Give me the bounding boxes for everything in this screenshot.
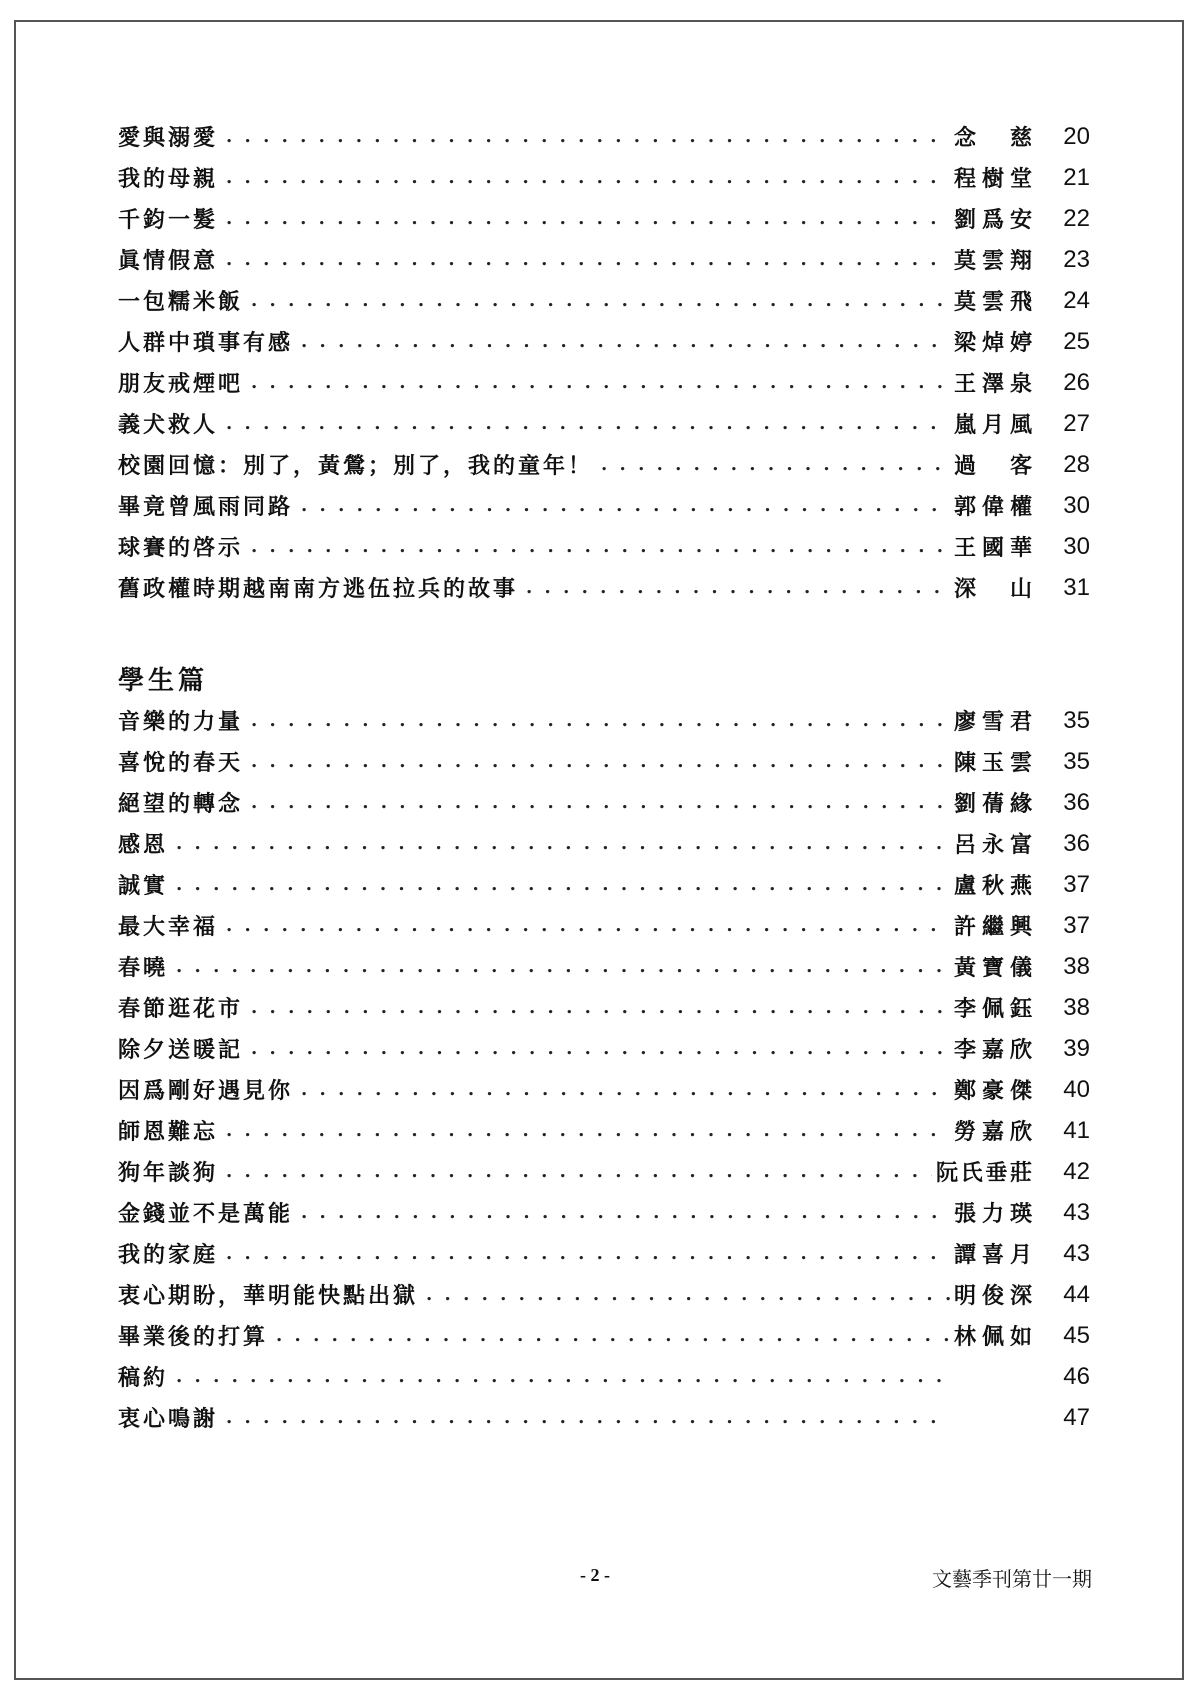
toc-leader-dots — [526, 577, 950, 599]
toc-entry-title: 感恩 — [118, 828, 176, 859]
toc-entry-page: 30 — [1063, 532, 1090, 560]
toc-entry-author: 黃寶儀 — [954, 955, 1032, 981]
toc-section-general — [118, 116, 1090, 608]
toc-leader-dots — [301, 495, 950, 517]
toc-entry-title: 義犬救人 — [118, 408, 226, 439]
toc-entry[interactable] — [118, 823, 1090, 864]
toc-entry[interactable] — [118, 864, 1090, 905]
toc-entry-page: 43 — [1063, 1239, 1090, 1267]
toc-entry-page: 38 — [1063, 993, 1090, 1021]
toc-entry-author: 郭偉權 — [954, 494, 1032, 520]
toc-entry-page: 38 — [1063, 952, 1090, 980]
toc-entry[interactable] — [118, 1397, 1090, 1438]
toc-entry-page: 23 — [1063, 245, 1090, 273]
toc-leader-dots — [301, 1079, 950, 1101]
toc-entry[interactable] — [118, 700, 1090, 741]
toc-entry-author: 程樹堂 — [954, 166, 1032, 192]
toc-entry-title: 畢竟曾風雨同路 — [118, 490, 301, 521]
toc-entry[interactable] — [118, 362, 1090, 403]
toc-entry-title: 稿約 — [118, 1361, 176, 1392]
toc-entry-page: 20 — [1063, 122, 1090, 150]
toc-entry[interactable] — [118, 987, 1090, 1028]
toc-entry-author: 劉爲安 — [954, 207, 1032, 233]
toc-leader-dots — [251, 997, 950, 1019]
toc-entry-page: 27 — [1063, 409, 1090, 437]
toc-entry-page: 26 — [1063, 368, 1090, 396]
toc-entry-author: 廖雪君 — [954, 709, 1032, 735]
toc-entry-title: 球賽的啓示 — [118, 531, 251, 562]
toc-leader-dots — [301, 1202, 950, 1224]
toc-leader-dots — [226, 1120, 950, 1142]
toc-entry[interactable] — [118, 1069, 1090, 1110]
toc-entry-page: 22 — [1063, 204, 1090, 232]
toc-entry-title: 春曉 — [118, 951, 176, 982]
toc-entry-page: 37 — [1063, 870, 1090, 898]
toc-entry[interactable] — [118, 280, 1090, 321]
toc-leader-dots — [226, 249, 950, 271]
toc-entry-page: 47 — [1063, 1403, 1090, 1431]
toc-entry[interactable] — [118, 1315, 1090, 1356]
toc-leader-dots — [251, 290, 950, 312]
toc-leader-dots — [251, 1038, 950, 1060]
toc-entry-page: 21 — [1063, 163, 1090, 191]
toc-entry-author: 莫雲飛 — [954, 289, 1032, 315]
toc-entry[interactable] — [118, 782, 1090, 823]
toc-entry-page: 37 — [1063, 911, 1090, 939]
toc-leader-dots — [226, 1161, 932, 1183]
toc-entry-author: 王澤泉 — [954, 371, 1032, 397]
toc-entry-title: 音樂的力量 — [118, 705, 251, 736]
toc-leader-dots — [251, 751, 950, 773]
toc-leader-dots — [226, 208, 950, 230]
toc-entry[interactable] — [118, 444, 1090, 485]
toc-entry-page: 36 — [1063, 829, 1090, 857]
toc-entry-page: 25 — [1063, 327, 1090, 355]
toc-leader-dots — [226, 1407, 950, 1429]
toc-entry[interactable] — [118, 1151, 1090, 1192]
toc-entry-title: 舊政權時期越南南方逃伍拉兵的故事 — [118, 572, 526, 603]
toc-entry[interactable] — [118, 239, 1090, 280]
toc-entry[interactable] — [118, 905, 1090, 946]
toc-entry-page: 24 — [1063, 286, 1090, 314]
toc-entry-title: 絕望的轉念 — [118, 787, 251, 818]
toc-entry-title: 千鈞一髮 — [118, 203, 226, 234]
toc-entry-page: 30 — [1063, 491, 1090, 519]
toc-entry-author: 王國華 — [954, 535, 1032, 561]
toc-entry-author: 阮氏垂莊 — [936, 1160, 1032, 1186]
toc-entry-author: 梁焯婷 — [954, 330, 1032, 356]
toc-entry-title: 金錢並不是萬能 — [118, 1197, 301, 1228]
section-heading-students: 學生篇 — [118, 666, 209, 696]
toc-leader-dots — [176, 874, 950, 896]
toc-entry-page: 31 — [1063, 573, 1090, 601]
toc-entry-page: 39 — [1063, 1034, 1090, 1062]
toc-entry-page: 46 — [1063, 1362, 1090, 1390]
toc-entry[interactable] — [118, 1192, 1090, 1233]
toc-entry-title: 一包糯米飯 — [118, 285, 251, 316]
toc-entry-title: 最大幸福 — [118, 910, 226, 941]
toc-entry-author: 莫雲翔 — [954, 248, 1032, 274]
toc-entry-author: 劉蒨緣 — [954, 791, 1032, 817]
toc-entry-page: 41 — [1063, 1116, 1090, 1144]
toc-leader-dots — [601, 454, 950, 476]
toc-leader-dots — [276, 1325, 950, 1347]
toc-entry-title: 我的家庭 — [118, 1238, 226, 1269]
toc-entry-title: 喜悅的春天 — [118, 746, 251, 777]
toc-entry-title: 校園回憶：別了，黃鶯；別了，我的童年！ — [118, 449, 601, 480]
toc-leader-dots — [226, 1243, 950, 1265]
toc-entry-author: 林佩如 — [954, 1324, 1032, 1350]
toc-entry[interactable] — [118, 1233, 1090, 1274]
toc-entry-page: 44 — [1063, 1280, 1090, 1308]
toc-entry-title: 眞情假意 — [118, 244, 226, 275]
toc-entry-page: 28 — [1063, 450, 1090, 478]
toc-entry-author: 盧秋燕 — [954, 873, 1032, 899]
toc-entry[interactable] — [118, 321, 1090, 362]
toc-entry[interactable] — [118, 198, 1090, 239]
toc-entry[interactable] — [118, 403, 1090, 444]
toc-leader-dots — [251, 792, 950, 814]
toc-entry-author: 深 山 — [954, 576, 1032, 602]
toc-leader-dots — [251, 372, 950, 394]
toc-entry-author: 嵐月風 — [954, 412, 1032, 438]
toc-entry-title: 朋友戒煙吧 — [118, 367, 251, 398]
toc-entry[interactable] — [118, 1356, 1090, 1397]
footer-publication-title: 文藝季刊第廿一期 — [932, 1569, 1092, 1591]
toc-entry-page: 43 — [1063, 1198, 1090, 1226]
toc-entry-title: 畢業後的打算 — [118, 1320, 276, 1351]
toc-entry-title: 因爲剛好遇見你 — [118, 1074, 301, 1105]
toc-entry[interactable] — [118, 567, 1090, 608]
toc-entry[interactable] — [118, 1028, 1090, 1069]
toc-entry-title: 人群中瑣事有感 — [118, 326, 301, 357]
toc-entry-author: 勞嘉欣 — [954, 1119, 1032, 1145]
toc-leader-dots — [226, 126, 950, 148]
toc-leader-dots — [301, 331, 950, 353]
toc-entry-title: 狗年談狗 — [118, 1156, 226, 1187]
footer-page-number: - 2 - — [580, 1565, 610, 1585]
toc-entry-page: 36 — [1063, 788, 1090, 816]
toc-entry[interactable] — [118, 741, 1090, 782]
toc-entry-title: 我的母親 — [118, 162, 226, 193]
toc-leader-dots — [176, 833, 950, 855]
toc-leader-dots — [251, 536, 950, 558]
toc-leader-dots — [251, 710, 950, 732]
toc-entry-title: 衷心期盼，華明能快點出獄 — [118, 1279, 426, 1310]
toc-entry-author: 明俊深 — [954, 1283, 1032, 1309]
toc-leader-dots — [226, 915, 950, 937]
toc-entry-page: 40 — [1063, 1075, 1090, 1103]
toc-entry-author: 李佩鈺 — [954, 996, 1032, 1022]
toc-entry[interactable] — [118, 526, 1090, 567]
toc-entry[interactable] — [118, 1110, 1090, 1151]
toc-entry-title: 除夕送暖記 — [118, 1033, 251, 1064]
toc-leader-dots — [226, 167, 950, 189]
toc-entry-title: 春節逛花市 — [118, 992, 251, 1023]
toc-entry-title: 師恩難忘 — [118, 1115, 226, 1146]
toc-entry-author: 譚喜月 — [954, 1242, 1032, 1268]
toc-section-students — [118, 700, 1090, 1438]
toc-entry-author: 李嘉欣 — [954, 1037, 1032, 1063]
toc-entry-author: 過 客 — [954, 453, 1032, 479]
toc-entry[interactable] — [118, 157, 1090, 198]
toc-entry-author: 陳玉雲 — [954, 750, 1032, 776]
toc-entry-author: 許繼興 — [954, 914, 1032, 940]
toc-entry-page: 35 — [1063, 747, 1090, 775]
toc-entry[interactable] — [118, 485, 1090, 526]
toc-entry[interactable] — [118, 1274, 1090, 1315]
toc-leader-dots — [176, 1366, 950, 1388]
toc-entry[interactable] — [118, 116, 1090, 157]
toc-entry-title: 衷心鳴謝 — [118, 1402, 226, 1433]
toc-entry-author: 張力瑛 — [954, 1201, 1032, 1227]
toc-entry-page: 42 — [1063, 1157, 1090, 1185]
toc-entry-author: 鄭豪傑 — [954, 1078, 1032, 1104]
toc-entry[interactable] — [118, 946, 1090, 987]
toc-leader-dots — [426, 1284, 950, 1306]
toc-entry-author: 呂永富 — [954, 832, 1032, 858]
toc-entry-page: 45 — [1063, 1321, 1090, 1349]
toc-entry-title: 誠實 — [118, 869, 176, 900]
toc-entry-title: 愛與溺愛 — [118, 121, 226, 152]
toc-leader-dots — [226, 413, 950, 435]
toc-entry-author: 念 慈 — [954, 125, 1032, 151]
toc-leader-dots — [176, 956, 950, 978]
toc-entry-page: 35 — [1063, 706, 1090, 734]
